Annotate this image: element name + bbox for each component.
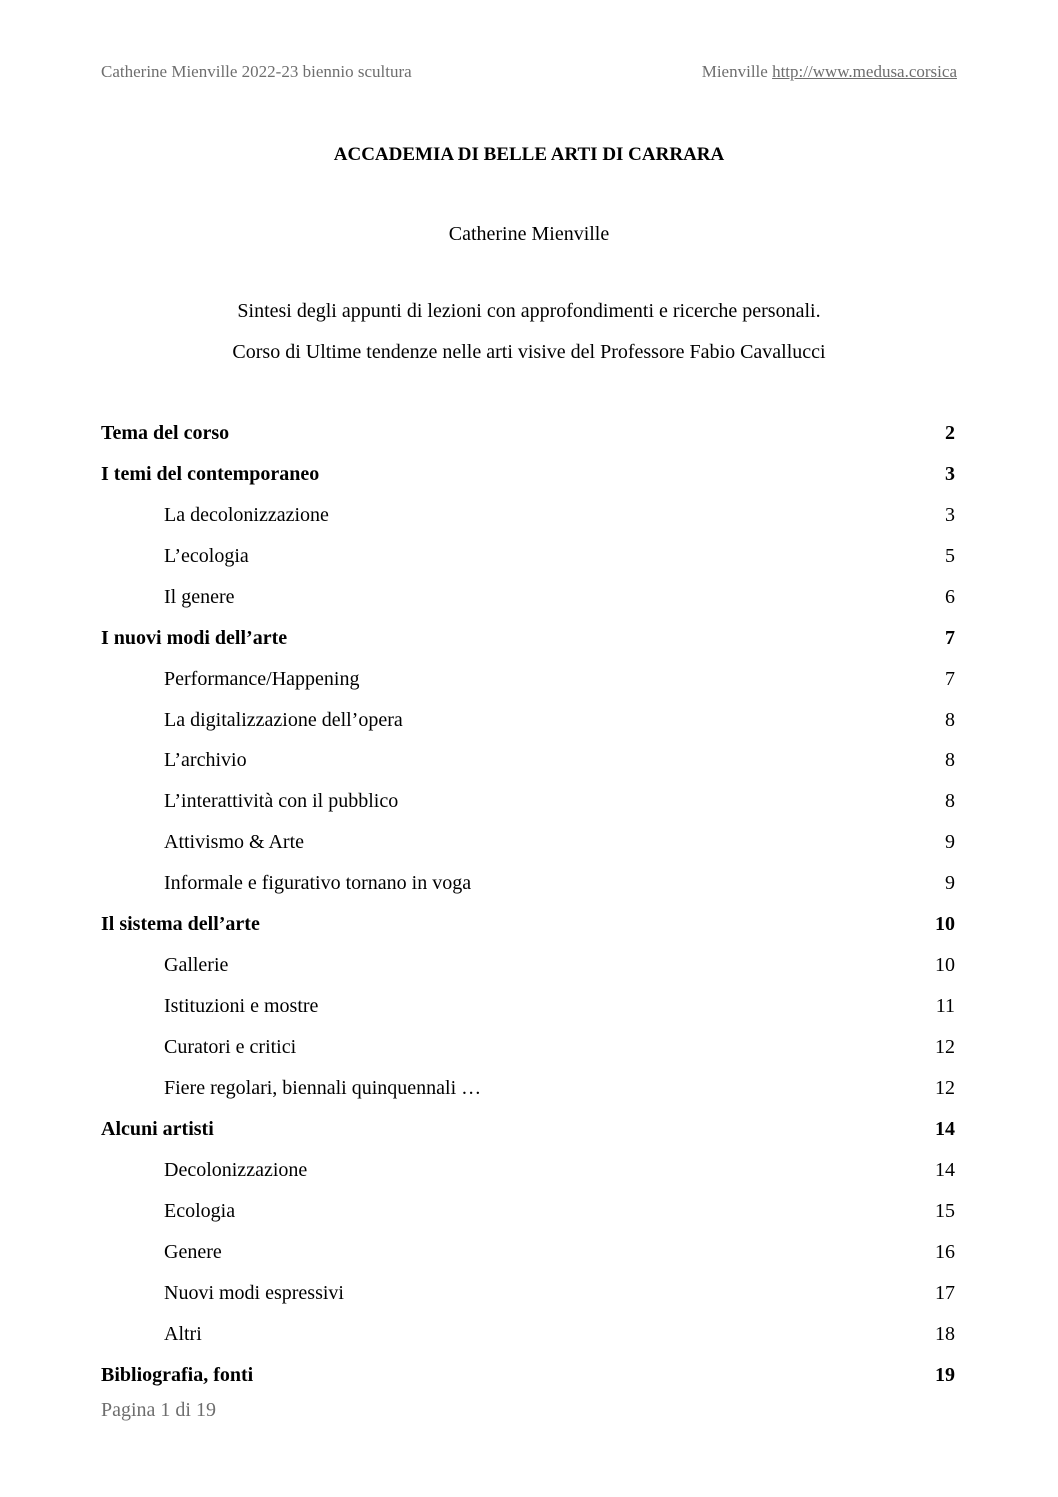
toc-entry-page: 14 [935,1117,955,1140]
toc-subsection-row[interactable] [101,1273,955,1314]
toc-subsection-row[interactable] [101,659,955,700]
toc-entry-page: 3 [945,503,955,526]
toc-entry-label: Curatori e critici [164,1036,297,1059]
toc-entry-page: 14 [935,1158,955,1181]
toc-entry-label: L’ecologia [164,544,249,567]
toc-subsection-row[interactable] [101,577,955,618]
toc-subsection-row[interactable] [101,741,955,782]
toc-subsection-row[interactable] [101,986,955,1027]
toc-entry-page: 8 [945,749,955,772]
toc-entry-page: 19 [935,1363,955,1386]
toc-entry-label: Istituzioni e mostre [164,995,319,1018]
toc-subsection-row[interactable] [101,1068,955,1109]
toc-entry-page: 12 [935,1076,955,1099]
toc-section-row[interactable] [101,618,955,659]
toc-entry-label: Gallerie [164,954,229,977]
toc-entry-label: Decolonizzazione [164,1158,308,1181]
toc-entry-page: 12 [935,1036,955,1059]
toc-entry-page: 7 [945,667,955,690]
toc-subsection-row[interactable] [101,700,955,741]
toc-entry-page: 7 [945,626,955,649]
toc-subsection-row[interactable] [101,495,955,536]
toc-subsection-row[interactable] [101,822,955,863]
document-title: ACCADEMIA DI BELLE ARTI DI CARRARA [333,144,725,165]
toc-entry-label: I nuovi modi dell’arte [101,626,288,649]
toc-entry-page: 2 [945,421,955,444]
toc-section-row[interactable] [101,904,955,945]
toc-entry-page: 8 [945,790,955,813]
toc-entry-label: L’interattività con il pubblico [164,790,399,813]
toc-subsection-row[interactable] [101,1027,955,1068]
toc-entry-page: 9 [945,872,955,895]
toc-section-row[interactable] [101,413,955,454]
toc-entry-label: Fiere regolari, biennali quinquennali … [164,1076,482,1099]
toc-subsection-row[interactable] [101,1314,955,1355]
toc-entry-page: 5 [945,544,955,567]
page-number-footer: Pagina 1 di 19 [101,1399,216,1421]
toc-entry-label: Il genere [164,585,235,608]
toc-entry-label: Alcuni artisti [101,1117,214,1140]
toc-subsection-row[interactable] [101,781,955,822]
toc-entry-label: Nuovi modi espressivi [164,1281,344,1304]
toc-entry-page: 16 [935,1240,955,1263]
toc-entry-label: Attivismo & Arte [164,831,304,854]
toc-entry-page: 15 [935,1199,955,1222]
toc-entry-page: 10 [935,954,955,977]
header-author: Mienville [701,62,773,81]
toc-entry-page: 9 [945,831,955,854]
toc-subsection-row[interactable] [101,536,955,577]
toc-section-row[interactable] [101,1109,955,1150]
toc-entry-page: 10 [935,913,955,936]
toc-entry-label: La digitalizzazione dell’opera [164,708,403,731]
toc-entry-page: 18 [935,1322,955,1345]
toc-entry-label: Performance/Happening [164,667,360,690]
website-link[interactable]: http://www.medusa.corsica [772,62,957,81]
toc-entry-label: Il sistema dell’arte [101,913,260,936]
toc-entry-page: 3 [945,462,955,485]
toc-entry-label: Tema del corso [101,421,230,444]
table-of-contents [101,413,955,1396]
toc-entry-label: Bibliografia, fonti [101,1363,254,1386]
toc-section-row[interactable] [101,1355,955,1396]
toc-entry-page: 17 [935,1281,955,1304]
toc-entry-label: I temi del contemporaneo [101,462,320,485]
toc-subsection-row[interactable] [101,1191,955,1232]
toc-entry-page: 8 [945,708,955,731]
toc-entry-label: L’archivio [164,749,247,772]
toc-subsection-row[interactable] [101,863,955,904]
toc-entry-page: 11 [935,995,955,1018]
toc-entry-page: 6 [945,585,955,608]
document-subtitle-2: Corso di Ultime tendenze nelle arti visive del Professore Fabio Cavallucci [232,341,826,363]
toc-subsection-row[interactable] [101,945,955,986]
document-author: Catherine Mienville [448,223,610,245]
toc-entry-label: Ecologia [164,1199,236,1222]
running-header-left: Catherine Mienville 2022-23 biennio scultura [101,62,412,81]
toc-entry-label: La decolonizzazione [164,503,329,526]
document-subtitle-1: Sintesi degli appunti di lezioni con approfondimenti e ricerche personali. [237,300,821,322]
toc-section-row[interactable] [101,454,955,495]
running-header-right [702,62,957,82]
toc-entry-label: Informale e figurativo tornano in voga [164,872,472,895]
toc-entry-label: Genere [164,1240,222,1263]
toc-subsection-row[interactable] [101,1232,955,1273]
toc-subsection-row[interactable] [101,1150,955,1191]
toc-entry-label: Altri [164,1322,202,1345]
